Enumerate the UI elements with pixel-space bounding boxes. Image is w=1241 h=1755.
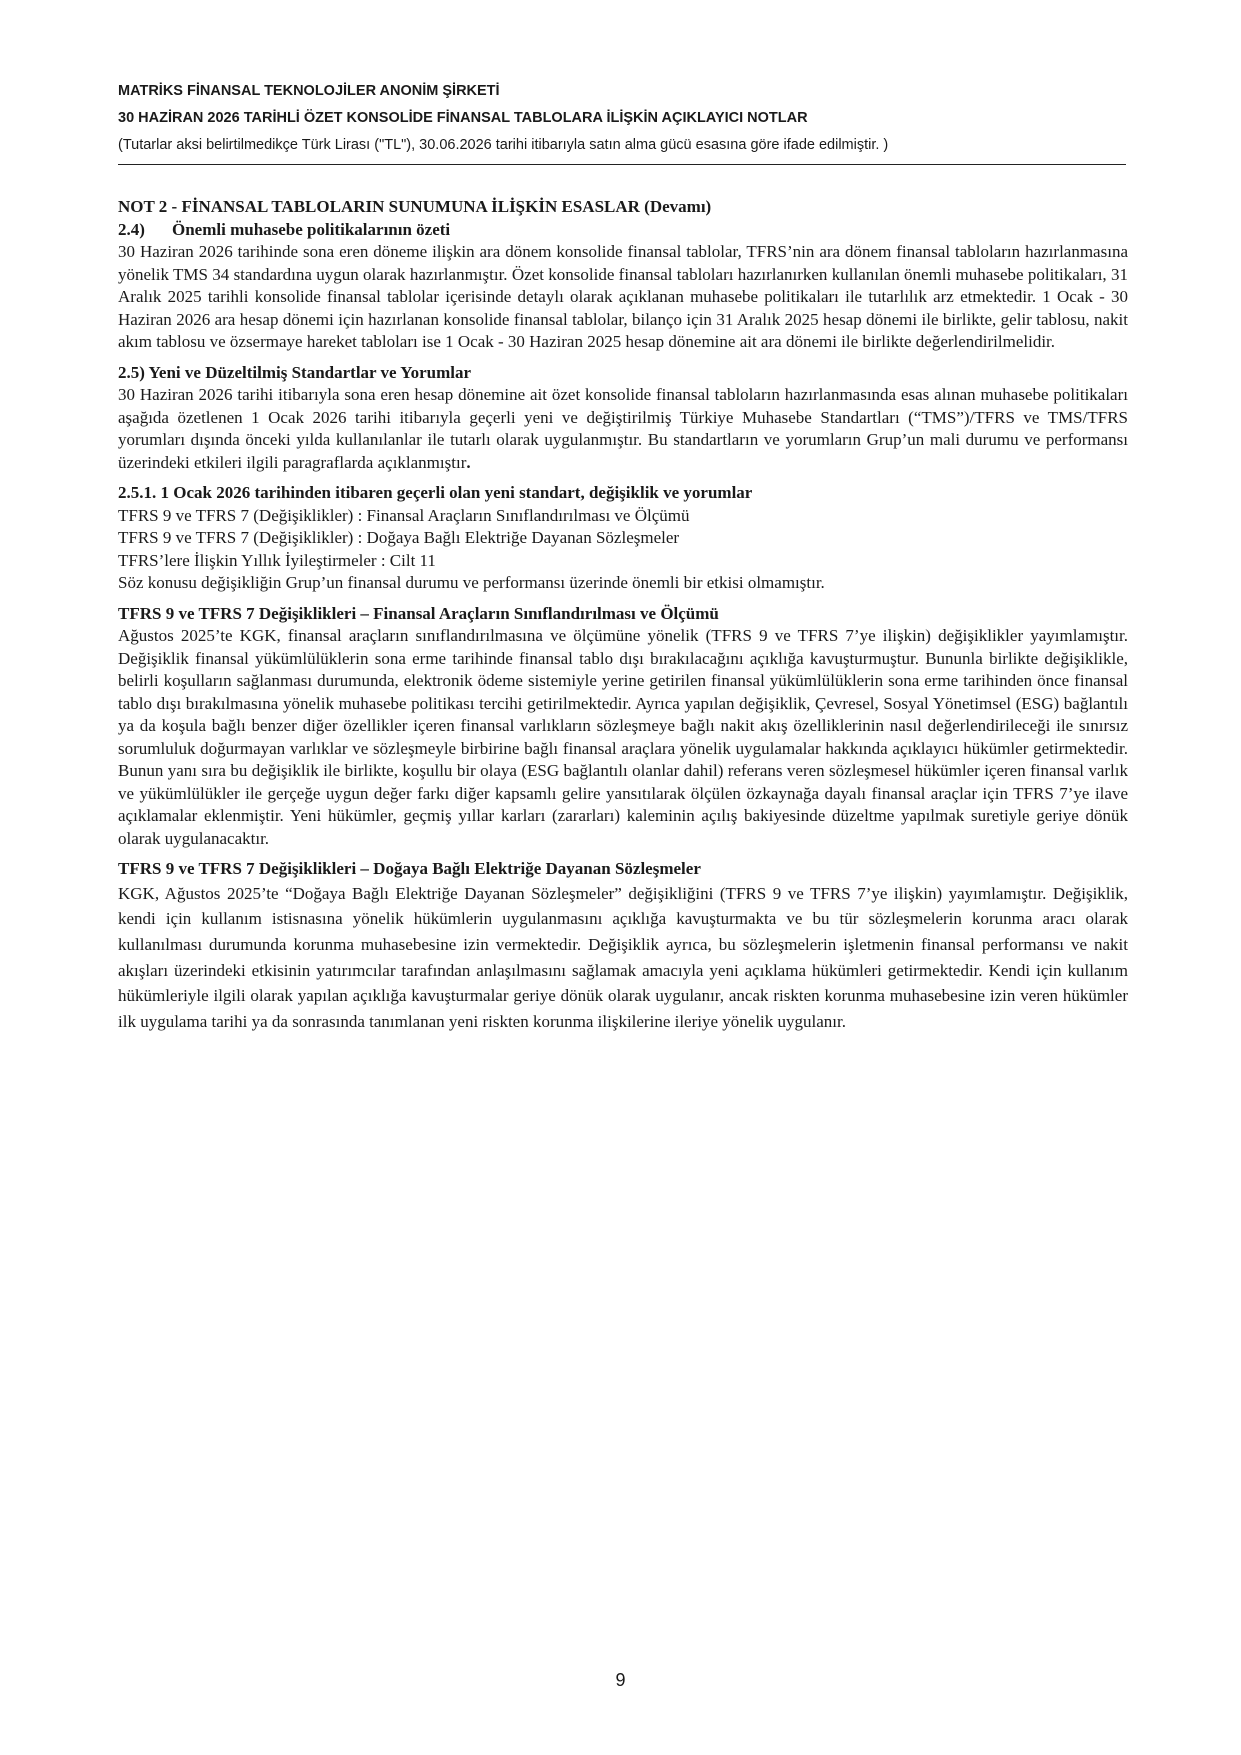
classification-paragraph: Ağustos 2025’te KGK, finansal araçların sınıflandırılmasına ve ölçümüne yönelik (TFRS 9 ve TFRS 7’ye ilişkin) değişiklikler yayımlamıştır. Değişiklik finansal yükümlülüklerin sona erme tarihinde finansal tablo dışı bırakılacağını açıklığa kavuşturmuştur. Bununla birlikte değişiklikle, belirli koşulların sağlanması durumunda, elektronik ödeme sistemiyle yerine getirilen finansal yükümlülüklerin sona erme tarihinden önce finansal tablo dışı bırakılmasına yönelik muhasebe politikası tercihi getirilmektedir. Ayrıca yapılan değişiklik, Çevresel, Sosyal Yönetimsel (ESG) bağlantılı ya da koşula bağlı benzer diğer özellikler içeren finansal varlıkların sözleşmeye bağlı nakit akış özelliklerinin nasıl değerlendirileceği ile sınırsız sorumluluk doğurmayan varlıklar ve sözleşmeyle birbirine bağlı finansal araçlara yönelik uygulamalar hakkında açıklayıcı hükümler getirmektedir. Bunun yanı sıra bu değişiklik ile birlikte, koşullu bir olaya (ESG bağlantılı olanlar dahil) referans veren sözleşmesel hükümler içeren finansal varlık ve yükümlülükler ile gerçeğe uygun değer farkı diğer kapsamlı gelire yansıtılarak ölçülen özkaynağa dayalı finansal araçlar için TFRS 7’ye ilave açıklamalar eklenmiştir. Yeni hükümler, geçmiş yıllar karları (zararları) kaleminin açılış bakiyesinde düzeltme yapılmak suretiyle geriye dönük olarak uygulanacaktır.: [118, 626, 1128, 848]
document-body: [118, 196, 1128, 1043]
note-title: NOT 2 - FİNANSAL TABLOLARIN SUNUMUNA İLİŞKİN ESASLAR (Devamı): [118, 197, 712, 216]
section-2-5-heading: 2.5) Yeni ve Düzeltilmiş Standartlar ve Yorumlar: [118, 362, 472, 382]
currency-note: (Tutarlar aksi belirtilmedikçe Türk Lirası ("TL"), 30.06.2026 tarihi itibarıyla satın alma gücü esasına göre ifade edilmiştir. ): [118, 137, 889, 153]
section-2-5-text: 30 Haziran 2026 tarihi itibarıyla sona eren hesap dönemine ait özet konsolide finansal tabloların hazırlanmasında esas alınan muhasebe politikaları aşağıda özetlenen 1 Ocak 2026 tarihi itibarıyla geçerli yeni ve değiştirilmiş Türkiye Muhasebe Standartları (“TMS”)/TFRS ve TMS/TFRS yorumları dışında önceki yılda kullanılanlar ile tutarlı olarak uygulanmıştır. Bu standartların ve yorumların Grup’un mali durumu ve performansı üzerindeki etkileri ilgili paragraflarda açıklanmıştır: [118, 385, 1128, 472]
section-2-4-number: 2.4): [118, 219, 145, 239]
list-item: TFRS’lere İlişkin Yıllık İyileştirmeler : Cilt 11: [118, 550, 436, 570]
list-item: TFRS 9 ve TFRS 7 (Değişiklikler) : Doğaya Bağlı Elektriğe Dayanan Sözleşmeler: [118, 528, 680, 547]
classification-heading: TFRS 9 ve TFRS 7 Değişiklikleri – Finansal Araçların Sınıflandırılması ve Ölçümü: [118, 603, 719, 623]
section-2-4-heading: [118, 219, 1128, 242]
page-number: 9: [615, 1670, 626, 1690]
nature-electricity-paragraph: KGK, Ağustos 2025’te “Doğaya Bağlı Elektriğe Dayanan Sözleşmeler” değişikliğini (TFRS 9 ve TFRS 7’ye ilişkin) yayımlamıştır. Değişiklik, kendi için kullanım istisnasına yönelik hükümlerin uygulanmasını açıklığa kavuşturmakta ve bu tür sözleşmelerin korunma aracı olarak kullanılması durumunda korunma muhasebesine izin vermektedir. Değişiklik ayrıca, bu sözleşmelerin işletmenin finansal performansı ve nakit akışları üzerindeki etkisinin yatırımcılar tarafından anlaşılmasını sağlamak amacıyla yeni açıklama hükümleri getirmektedir. Kendi için kullanım hükümleriyle ilgili olarak yapılan açıklığa kavuşturmalar geriye dönük olarak uygulanır, ancak riskten korunma muhasebesine izin veren hükümler ilk uygulama tarihi ya da sonrasında tanımlanan yeni riskten korunma ilişkilerine ileriye yönelik uygulanır.: [118, 883, 1128, 1032]
section-2-5-1-heading: 2.5.1. 1 Ocak 2026 tarihinden itibaren geçerli olan yeni standart, değişiklik ve yorumlar: [118, 483, 753, 502]
header-divider: [118, 164, 1126, 165]
company-name: MATRİKS FİNANSAL TEKNOLOJİLER ANONİM ŞİRKETİ: [118, 83, 500, 99]
section-2-4-paragraph: 30 Haziran 2026 tarihinde sona eren döneme ilişkin ara dönem konsolide finansal tablolar, TFRS’nin ara dönem finansal tabloların hazırlanmasına yönelik TMS 34 standardına uygun olarak hazırlanmıştır. Özet konsolide finansal tabloları hazırlanırken kullanılan önemli muhasebe politikaları, 31 Aralık 2025 tarihli konsolide finansal tablolar içerisinde detaylı olarak açıklanan muhasebe politikaları ile tutarlılık arz etmektedir. 1 Ocak - 30 Haziran 2026 ara hesap dönemi için hazırlanan konsolide finansal tablolar, bilanço için 31 Aralık 2025 hesap dönemi ile birlikte, gelir tablosu, nakit akım tablosu ve özsermaye hareket tabloları ise 1 Ocak - 30 Haziran 2025 hesap dönemine ait ara dönemi ile birlikte değerlendirilmelidir.: [118, 242, 1128, 351]
section-2-5-end: .: [466, 452, 471, 472]
section-2-5-paragraph: [118, 384, 1128, 474]
amendments-list: [118, 505, 1128, 595]
report-title: 30 HAZİRAN 2026 TARİHLİ ÖZET KONSOLİDE FİNANSAL TABLOLARA İLİŞKİN AÇIKLAYICI NOTLAR: [118, 110, 808, 126]
nature-electricity-heading: TFRS 9 ve TFRS 7 Değişiklikleri – Doğaya Bağlı Elektriğe Dayanan Sözleşmeler: [118, 859, 701, 878]
list-item: Söz konusu değişikliğin Grup’un finansal durumu ve performansı üzerinde önemli bir etkisi olmamıştır.: [118, 573, 825, 592]
page-header: [118, 82, 1126, 154]
list-item: TFRS 9 ve TFRS 7 (Değişiklikler) : Finansal Araçların Sınıflandırılması ve Ölçümü: [118, 505, 690, 525]
section-2-4-title: Önemli muhasebe politikalarının özeti: [172, 219, 451, 239]
